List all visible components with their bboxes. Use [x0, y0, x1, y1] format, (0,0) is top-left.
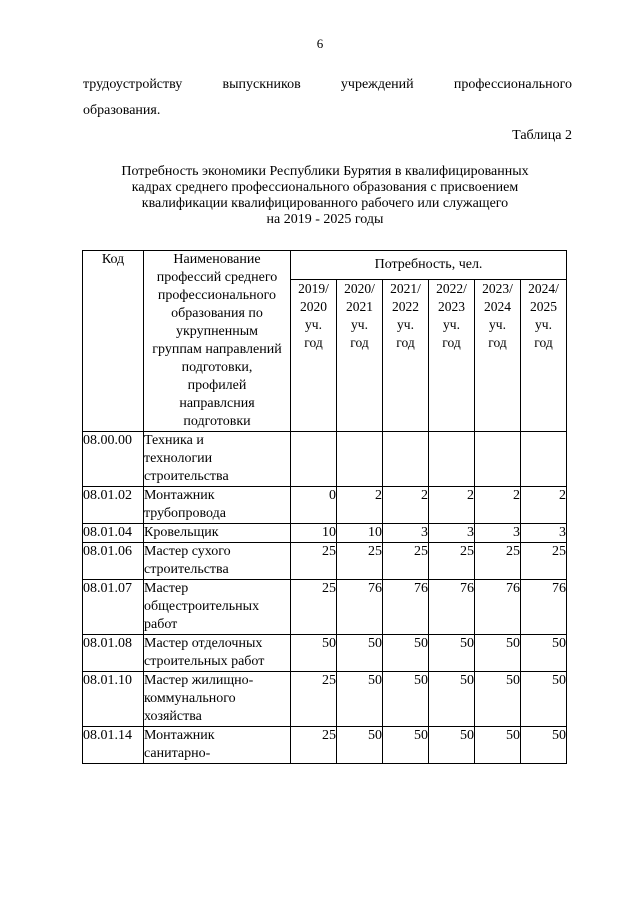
header-year-line: 2019/: [298, 281, 329, 296]
row-value: 50: [429, 672, 475, 727]
row-code: 08.01.07: [83, 580, 144, 635]
row-name-line: работ: [144, 617, 178, 632]
table-row: [83, 672, 567, 727]
table-title: [90, 164, 560, 228]
row-name-line: Монтажник: [144, 728, 215, 743]
row-value: 50: [337, 672, 383, 727]
header-year: [383, 280, 429, 432]
row-name: [144, 487, 291, 524]
table-row: [83, 635, 567, 672]
row-name-line: Кровельщик: [144, 525, 219, 540]
row-name-line: строительства: [144, 469, 229, 484]
header-row: [83, 251, 567, 280]
row-name: [144, 543, 291, 580]
header-year: [337, 280, 383, 432]
row-name-line: Мастер отделочных: [144, 636, 263, 651]
row-value: [521, 432, 567, 487]
row-code: 08.00.00: [83, 432, 144, 487]
paragraph-line: образования.: [83, 103, 161, 118]
row-code: 08.01.06: [83, 543, 144, 580]
row-name-line: Мастер жилищно-: [144, 673, 254, 688]
row-value: 10: [337, 524, 383, 543]
header-name-line: профессий среднего: [156, 270, 278, 285]
header-year-line: уч.: [397, 317, 414, 332]
header-name-line: направлсния: [179, 396, 255, 411]
row-value: [383, 432, 429, 487]
row-name: [144, 727, 291, 764]
paragraph-word: учреждений: [340, 77, 414, 92]
header-year-line: 2025: [530, 299, 557, 314]
row-value: 50: [383, 727, 429, 764]
table-title-line: на 2019 - 2025 годы: [266, 212, 384, 227]
row-name-line: общестроительных: [144, 599, 260, 614]
row-value: 2: [475, 487, 521, 524]
row-value: 3: [521, 524, 567, 543]
row-name: [144, 432, 291, 487]
row-value: 50: [475, 672, 521, 727]
row-name-line: Монтажник: [144, 488, 215, 503]
row-code: 08.01.14: [83, 727, 144, 764]
header-need: Потребность, чел.: [291, 251, 567, 280]
row-value: 25: [337, 543, 383, 580]
row-name-line: Мастер сухого: [144, 544, 231, 559]
paragraph-word: выпускников: [222, 77, 301, 92]
row-name-line: хозяйства: [144, 709, 202, 724]
row-value: 50: [337, 727, 383, 764]
row-value: 76: [337, 580, 383, 635]
header-name-line: укрупненным: [175, 324, 259, 339]
row-value: 3: [429, 524, 475, 543]
row-value: 2: [521, 487, 567, 524]
table-row: [83, 543, 567, 580]
header-name-line: профилей: [187, 378, 247, 393]
row-name-line: Техника и: [144, 433, 204, 448]
row-name-line: трубопровода: [144, 506, 226, 521]
row-value: 50: [337, 635, 383, 672]
row-value: 50: [475, 727, 521, 764]
table-title-line: квалификации квалифицированного рабочего или служащего: [141, 196, 509, 211]
header-year-line: 2022/: [436, 281, 467, 296]
row-value: 25: [291, 580, 337, 635]
row-value: 50: [521, 635, 567, 672]
table-title-line: Потребность экономики Республики Бурятия в квалифицированных: [121, 164, 529, 179]
row-value: 10: [291, 524, 337, 543]
table-label: Таблица 2: [512, 128, 572, 143]
row-value: 3: [475, 524, 521, 543]
row-code: 08.01.04: [83, 524, 144, 543]
row-code: 08.01.08: [83, 635, 144, 672]
header-year: [291, 280, 337, 432]
row-name: [144, 672, 291, 727]
row-name-line: санитарно-: [144, 746, 211, 761]
header-name-line: профессионального: [157, 288, 277, 303]
row-value: 2: [337, 487, 383, 524]
row-value: 25: [291, 672, 337, 727]
row-value: 25: [475, 543, 521, 580]
header-year: [475, 280, 521, 432]
header-year-line: 2024/: [528, 281, 559, 296]
row-value: 50: [291, 635, 337, 672]
row-value: [291, 432, 337, 487]
header-year: [429, 280, 475, 432]
table-row: [83, 524, 567, 543]
table-row: [83, 432, 567, 487]
row-name-line: Мастер: [144, 581, 189, 596]
header-year-line: уч.: [489, 317, 506, 332]
row-name: [144, 524, 291, 543]
row-value: 25: [429, 543, 475, 580]
page-number: 6: [316, 36, 324, 51]
row-value: 3: [383, 524, 429, 543]
table-row: [83, 727, 567, 764]
header-code: Код: [83, 251, 144, 432]
header-name-line: подготовки,: [181, 360, 253, 375]
header-year-line: год: [534, 335, 553, 350]
header-year-line: год: [488, 335, 507, 350]
header-year-line: 2022: [392, 299, 419, 314]
row-value: 76: [383, 580, 429, 635]
header-year-line: год: [396, 335, 415, 350]
header-year-line: год: [442, 335, 461, 350]
row-value: 2: [383, 487, 429, 524]
header-name: [144, 251, 291, 432]
header-year-line: 2020: [300, 299, 327, 314]
row-code: 08.01.10: [83, 672, 144, 727]
row-value: [337, 432, 383, 487]
header-year-line: уч.: [305, 317, 322, 332]
row-value: 50: [429, 727, 475, 764]
header-year-line: уч.: [535, 317, 552, 332]
row-name: [144, 580, 291, 635]
header-year-line: год: [350, 335, 369, 350]
header-year-line: уч.: [443, 317, 460, 332]
row-name-line: коммунального: [144, 691, 236, 706]
header-name-line: подготовки: [183, 414, 251, 429]
header-year-line: год: [304, 335, 323, 350]
paragraph-line: [83, 77, 572, 93]
row-value: 25: [291, 543, 337, 580]
row-value: 76: [475, 580, 521, 635]
row-value: 50: [521, 727, 567, 764]
row-value: 50: [475, 635, 521, 672]
demand-table: [82, 250, 567, 764]
table-row: [83, 580, 567, 635]
header-name-line: образования по: [171, 306, 263, 321]
header-year-line: 2023/: [482, 281, 513, 296]
row-value: 76: [429, 580, 475, 635]
row-value: [429, 432, 475, 487]
header-name-line: Наименование: [173, 252, 261, 267]
row-name-line: строительных работ: [144, 654, 265, 669]
header-year-line: 2021/: [390, 281, 421, 296]
row-value: 76: [521, 580, 567, 635]
row-value: 50: [383, 672, 429, 727]
paragraph-word: трудоустройству: [83, 77, 183, 92]
row-value: 0: [291, 487, 337, 524]
header-name-line: группам направлений: [152, 342, 282, 357]
header-year-line: 2023: [438, 299, 465, 314]
row-name: [144, 635, 291, 672]
row-value: 25: [521, 543, 567, 580]
header-year: [521, 280, 567, 432]
row-value: 50: [521, 672, 567, 727]
row-value: 50: [429, 635, 475, 672]
header-year-line: уч.: [351, 317, 368, 332]
header-year-line: 2024: [484, 299, 511, 314]
header-year-line: 2021: [346, 299, 373, 314]
header-year-line: 2020/: [344, 281, 375, 296]
row-code: 08.01.02: [83, 487, 144, 524]
row-value: 2: [429, 487, 475, 524]
row-value: [475, 432, 521, 487]
row-name-line: технологии: [144, 451, 213, 466]
row-value: 25: [291, 727, 337, 764]
table-title-line: кадрах среднего профессионального образования с присвоением: [131, 180, 519, 195]
paragraph-word: профессионального: [453, 77, 572, 92]
row-value: 25: [383, 543, 429, 580]
table-row: [83, 487, 567, 524]
row-value: 50: [383, 635, 429, 672]
row-name-line: строительства: [144, 562, 229, 577]
